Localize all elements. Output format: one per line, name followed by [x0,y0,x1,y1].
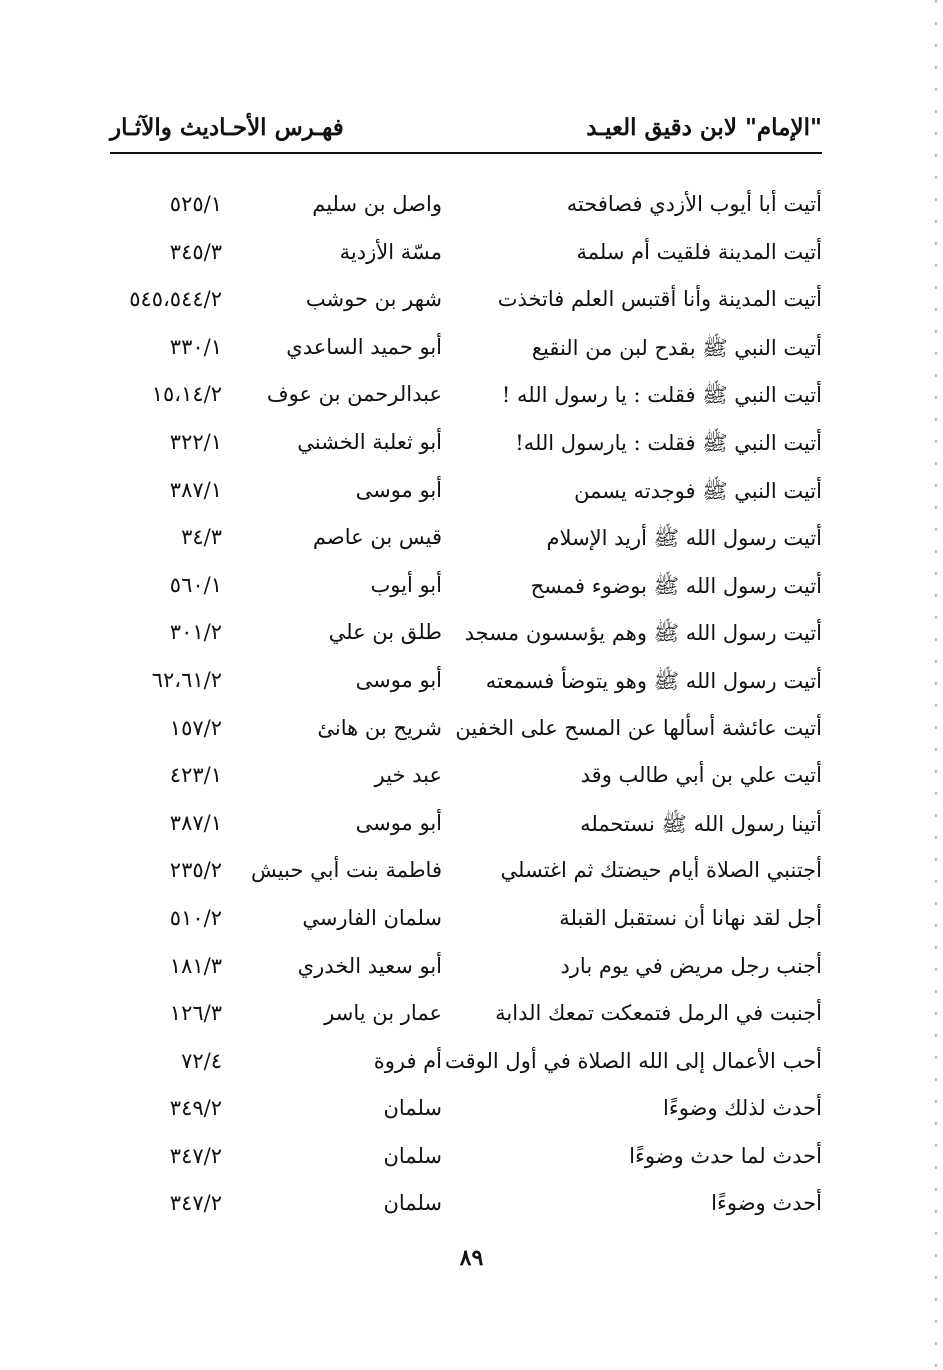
volume-page-ref: ٣٢٢/١ [169,429,222,454]
index-row [110,565,822,613]
hadith-text: أحدث لذلك وضوءًا [662,1096,822,1121]
narrator-name: فاطمة بنت أبي حبيش [251,858,442,883]
index-row [110,374,822,422]
index-row [110,850,822,898]
narrator-name: سلمان [383,1191,442,1216]
narrator-name: عبدالرحمن بن عوف [266,382,442,407]
hadith-text: أجنب رجل مريض في يوم بارد [560,953,822,978]
narrator-name: أبو موسى [355,667,442,692]
volume-page-ref: ٥١٠/٢ [169,905,222,930]
narrator-name: مسّة الأزدية [339,239,442,264]
volume-page-ref: ٣٤٩/٢ [169,1096,222,1121]
volume-page-ref: ٦٢،٦١/٢ [151,667,222,692]
book-title: "الإمام" لابن دقيق العيـد [586,114,822,141]
index-row [110,327,822,375]
narrator-name: أبو أيوب [370,572,442,597]
index-row [110,1088,822,1136]
volume-page-ref: ٣٤٥/٣ [169,239,222,264]
hadith-text: أحدث وضوءًا [711,1191,822,1216]
index-row [110,708,822,756]
hadith-text: أتيت النبي ﷺ فقلت : يا رسول الله ! [501,383,822,408]
index-row [110,279,822,327]
narrator-name: أبو موسى [355,477,442,502]
index-row [110,1041,822,1089]
volume-page-ref: ٢٣٥/٢ [169,858,222,883]
hadith-text: أتيت المدينة وأنا أقتبس العلم فاتخذت [497,287,822,312]
hadith-text: أحب الأعمال إلى الله الصلاة في أول الوقت [445,1048,822,1073]
volume-page-ref: ٣٠١/٢ [169,620,222,645]
hadith-text: أتيت المدينة فلقيت أم سلمة [576,239,822,264]
hadith-text: أحدث لما حدث وضوءًا [629,1143,822,1168]
hadith-text: أتيت رسول الله ﷺ بوضوء فمسح [530,573,822,598]
index-row [110,612,822,660]
volume-page-ref: ٣٤٧/٢ [169,1143,222,1168]
page-edge-dots [935,0,937,1370]
narrator-name: سلمان الفارسي [302,905,442,930]
volume-page-ref: ٣٤/٣ [181,525,222,550]
hadith-text: أتيت رسول الله ﷺ أريد الإسلام [546,526,822,551]
hadith-text: أتيت علي بن أبي طالب وقد [580,763,822,788]
hadith-text: أتيت النبي ﷺ فوجدته يسمن [574,478,822,503]
narrator-name: شهر بن حوشب [305,287,442,312]
volume-page-ref: ١٥،١٤/٢ [151,382,222,407]
volume-page-ref: ٧٢/٤ [181,1048,222,1073]
hadith-text: أتيت النبي ﷺ فقلت : يارسول الله! [515,430,822,455]
hadith-text: أجل لقد نهانا أن نستقبل القبلة [559,905,822,930]
index-row [110,946,822,994]
narrator-name: طلق بن علي [328,620,442,645]
index-row [110,755,822,803]
index-row [110,517,822,565]
narrator-name: واصل بن سليم [312,192,442,216]
page-header [110,108,822,154]
hadith-text: أتيت عائشة أسألها عن المسح على الخفين [455,715,822,740]
header-rule [110,152,822,154]
index-row [110,993,822,1041]
narrator-name: أم فروة [373,1048,442,1073]
volume-page-ref: ٥٤٥،٥٤٤/٢ [129,287,222,312]
index-row [110,803,822,851]
volume-page-ref: ١٢٦/٣ [169,1001,222,1026]
narrator-name: قيس بن عاصم [312,525,442,550]
narrator-name: أبو سعيد الخدري [297,953,442,978]
volume-page-ref: ٣٣٠/١ [169,334,222,359]
hadith-text: أتينا رسول الله ﷺ نستحمله [580,811,822,836]
volume-page-ref: ٣٨٧/١ [169,477,222,502]
page-number: ٨٩ [459,1245,484,1271]
index-row [110,1136,822,1184]
narrator-name: أبو حميد الساعدي [286,334,442,359]
index-row [110,660,822,708]
volume-page-ref: ٣٤٧/٢ [169,1191,222,1216]
section-title: فهـرس الأحـاديث والآثـار [110,114,344,141]
hadith-text: أتيت أبا أيوب الأزدي فصافحته [566,192,822,216]
hadith-text: أجنبت في الرمل فتمعكت تمعك الدابة [495,1001,822,1026]
volume-page-ref: ١٨١/٣ [169,953,222,978]
volume-page-ref: ١٥٧/٢ [169,715,222,740]
index-table [110,184,822,1231]
index-row [110,1183,822,1231]
narrator-name: أبو موسى [355,810,442,835]
index-row [110,232,822,280]
volume-page-ref: ٤٢٣/١ [169,763,222,788]
narrator-name: أبو ثعلبة الخشني [297,429,442,454]
narrator-name: سلمان [383,1096,442,1121]
narrator-name: عمار بن ياسر [324,1001,442,1026]
volume-page-ref: ٥٢٥/١ [169,192,222,216]
volume-page-ref: ٥٦٠/١ [169,572,222,597]
hadith-text: أجتنبي الصلاة أيام حيضتك ثم اغتسلي [500,858,822,883]
index-row [110,422,822,470]
narrator-name: شريح بن هانئ [317,715,442,740]
narrator-name: سلمان [383,1143,442,1168]
index-row [110,470,822,518]
narrator-name: عبد خير [374,763,442,788]
index-row [110,184,822,232]
hadith-text: أتيت النبي ﷺ بقدح لبن من النقيع [531,335,822,360]
index-row [110,898,822,946]
volume-page-ref: ٣٨٧/١ [169,810,222,835]
hadith-text: أتيت رسول الله ﷺ وهم يؤسسون مسجد [464,621,822,646]
hadith-text: أتيت رسول الله ﷺ وهو يتوضأ فسمعته [485,668,822,693]
